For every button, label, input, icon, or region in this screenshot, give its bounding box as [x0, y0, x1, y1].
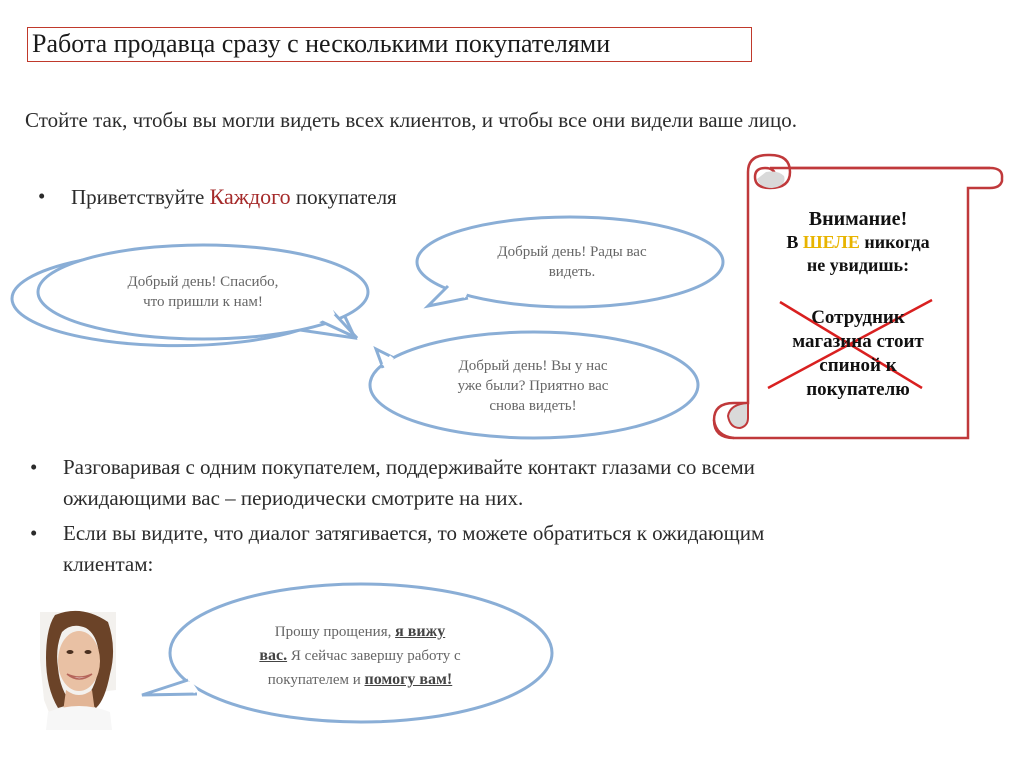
scroll-line2a: В [786, 232, 803, 252]
scroll-line2b: никогда [859, 232, 930, 252]
bubble-left-text [83, 272, 323, 312]
bubble-bottom-p1: Прошу прощения, [274, 624, 396, 640]
page-title: Работа продавца сразу с несколькими покупателями [32, 29, 611, 58]
bubble-middle-line1: Добрый день! Вы у нас [458, 358, 608, 374]
bullet-dot: • [30, 455, 38, 479]
bullet-greet-accent: Каждого [209, 184, 291, 209]
scroll-crossed1: Сотрудник [811, 307, 905, 328]
bubble-left-line2: что пришли к нам! [143, 294, 263, 310]
bubble-bottom-p2: Я сейчас завершу работу с [287, 648, 461, 664]
bubble-bottom-u2: помогу вам! [364, 671, 453, 688]
bubble-middle-text [413, 356, 653, 416]
woman-photo [40, 611, 116, 730]
bullet-long-dialog-line2: клиентам: [63, 552, 154, 576]
scroll-brand: ШЕЛЕ [802, 232, 860, 252]
bubble-left-line1: Добрый день! Спасибо, [127, 274, 279, 290]
bullet-eye-contact-line1: Разговаривая с одним покупателем, поддерживайте контакт глазами со всеми [63, 455, 755, 479]
bullet-long-dialog [30, 518, 930, 582]
scroll-line3: не увидишь: [806, 255, 910, 275]
bubble-bottom-text [210, 620, 510, 692]
bullet-long-dialog-line1: Если вы видите, что диалог затягивается, то можете обратиться к ожидающим [63, 521, 765, 545]
scroll-crossed4: покупателю [806, 379, 910, 400]
scroll-crossed-block [760, 306, 956, 402]
bubble-top-line1: Добрый день! Рады вас [497, 244, 647, 260]
bubble-top-line2: видеть. [548, 264, 596, 280]
bubble-bottom-u1a: я вижу [395, 623, 446, 640]
bubble-top-text [452, 242, 692, 282]
bubble-bottom-p3: покупателем и [267, 672, 365, 688]
bullet-eye-contact-line2: ожидающими вас – периодически смотрите на них. [63, 486, 524, 510]
scroll-heading: Внимание! [808, 208, 908, 230]
bubble-bottom-u1b: вас. [259, 647, 288, 664]
bullet-eye-contact [30, 452, 930, 516]
bullet-dot: • [38, 184, 46, 208]
bubble-middle-line2: уже были? Приятно вас [457, 378, 609, 394]
subtitle: Стойте так, чтобы вы могли видеть всех клиентов, и чтобы все они видели ваше лицо. [25, 108, 797, 132]
scroll-heading-block [760, 208, 956, 277]
bullet-greet-before: Приветствуйте [71, 185, 210, 209]
scroll-crossed2: магазина стоит [792, 331, 924, 352]
scroll-crossed3: спиной к [819, 355, 897, 376]
bullet-dot: • [30, 521, 38, 545]
bullet-greet-after: покупателя [290, 185, 397, 209]
bubble-middle-line3: снова видеть! [489, 398, 577, 414]
